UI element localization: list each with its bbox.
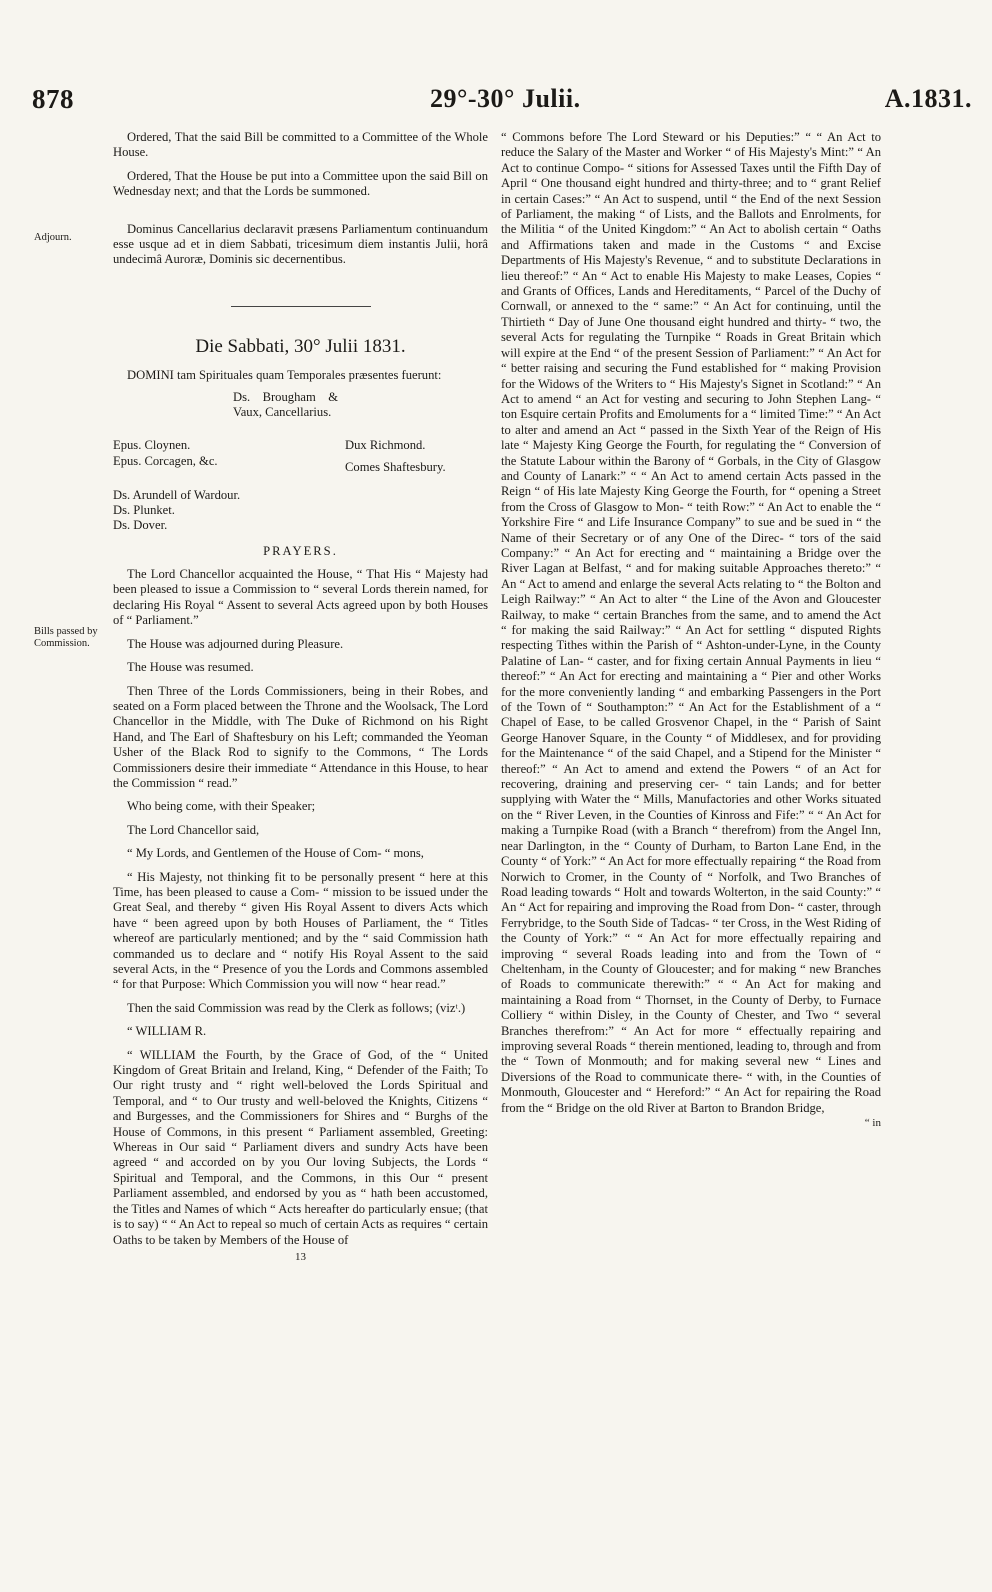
catchword: “ in <box>864 1117 881 1129</box>
page-dates: 29°-30° Julii. <box>430 84 581 113</box>
attendee-epus-cloynen: Epus. Cloynen. <box>113 437 191 452</box>
acts-list-text: “ Commons before The Lord Steward or his Deputies:” “ “ An Act to reduce the Salary of the Master and Worker “ of His Majesty's Mint:” “ An Act to continue Compo- “ sitions for Assessed Taxes until the Fifth Day of April “ One thousand eight hundred and thirty-three; and to “ grant Relief in certain Cases:” “ An Act to suspend, until “ the End of the next Session of Parliament, the making “ of Lists, and the Ballots and Enrolments, for the Militia “ of the United Kingdom:” “ An Act to abolish certain “ Oaths and Affirmations taken and made in the Customs “ and Excise Departments of His Majesty's Revenue, “ and to substitute Declarations in lieu thereof:” “ An “ Act to enable His Majesty to make Leases, Copies “ and Grants of Offices, Lands and Hereditaments, “ Parcel of the Duchy of Cornwall, or annexed to the “ same:” “ An Act for continuing, until the Thirtieth “ Day of June One thousand eight hundred and thirty- “ two, the several Acts for regulating the Turnpike “ Roads in Great Britain which will expire at the End “ of the present Session of Parliament:” “ An Act for “ better raising and securing the Fund established for “ making Provision for the Widows of the Writers to “ His Majesty's Signet in Scotland:” “ An Act to amend “ an Act for vesting and securing to John Stephen Lang- “ ton Esquire certain Profits and Emoluments for a “ limited Time:” “ An Act to alter and amend an Act “ passed in the Sixth Year of the Reign of His late “ Majesty King George the Fourth, for regulating the “ Conversion of the Statute Labour within the Barony of “ Gorbals, in the City of Glasgow and County of Lanark:” “ “ An Act to amend certain Acts passed in the Reign “ of His late Majesty King George the Fourth, for “ opening a Street from the Cross of Glasgow to Mon- “ teith Row:” “ An Act to enable the “ Yorkshire Fire “ and Life Insurance Company” to sue and be sued in “ the Name of their Secretary or of any One of the Direc- “ tors of the said Company:” “ An Act for erecting and “ maintaining a Bridge over the River Lagan at Belfast, “ and for making suitable Approaches thereto:” “ An “ Act to amend and enlarge the several Acts relating to “ the Bolton and Leigh Railway:” “ An Act to alter “ the Line of the Avon and Gloucester Railway, to make “ certain Branches from the same, and to amend the Act “ for making the said Railway:” “ An Act for settling “ disputed Rights respecting Tithes within the Parish of “ Ashton-under-Lyne, in the County Palatine of Lan- “ caster, and for fixing certain Annual Payments in lieu “ thereof:” “ An Act for erecting and maintaining a “ Pier and other Works for the more conveniently landing “ and embarking Passengers in the Port of the Town of “ Southampton:” “ An Act for the Establishment of a “ Chapel of Ease, to be called Grosvenor Chapel, in the “ Parish of Saint George Hanover Square, in the County “ of Middlesex, and for providing for the Maintenance “ of the said Chapel, and a Stipend for the Minister “ thereof:” “ An Act to amend and extend the Powers “ of an Act for recovering, draining and preserving cer- “ tain Lands; and for better supplying with Water the “ Mills, Manufactories and other Works situated on the “ River Leven, in the Counties of Kinross and Fife:” “ “ An Act for making a Turnpike Road (with a Branch “ therefrom) from the Angel Inn, near Darlington, in the “ County of Durham, to Barton Lane End, in the County “ of York:” “ An Act for more effectually repairing “ the Road from Norwich to Cromer, in the County of “ Norfolk, and Two Branches of Road leading towards “ Holt and towards Wolterton, in the said County:” “ An “ Act for repairing and improving the Road from Don- “ caster, through Ferrybridge, to the South Side of Tadcas- “ ter Cross, in the West Riding of the County of York:” “ “ An Act for more effectually repairing and improving “ several Roads leading into and from the Town of “ Cheltenham, in the County of Gloucester; and for making “ new Branches of Roads to communicate therewith:” “ “ An Act for making and maintaining a Road from “ Thornset, in the County of Derby, to Furnace Colliery “ within Disley, in the County of Chester, and Two “ several Branches therefrom:” “ An Act for more “ effectually repairing and improving several Roads “ therein mentioned, leading to, through and from the “ Town of Monmouth; and for making several new “ Lines and Diversions of the Road to communicate there- “ with, in the Counties of Monmouth, Gloucester and “ Hereford:” “ An Act for repairing the Road from the “ Bridge on the old River at Barton to Brandon Bridge, <box>501 130 881 1115</box>
attendee-brougham: Ds. Brougham & Vaux, Cancellarius. <box>233 389 338 420</box>
domini-present: DOMINI tam Spirituales quam Temporales præsentes fuerunt: <box>127 368 442 383</box>
attendee-epus-corcagen: Epus. Corcagen, &c. <box>113 453 218 468</box>
attendee-comes: Comes Shaftesbury. <box>345 459 446 474</box>
commissioners-seated: Then Three of the Lords Commissioners, being in their Robes, and seated on a Form placed between the Throne and the Woolsack, The Lord Chancellor in the Middle, with The Duke of Richmond on his Right Hand, and The Earl of Shaftesbury on his Left; commanded the Yeoman Usher of the Black Rod to signify to the Commons, “ The Lords Commissioners desire their immediate “ Attendance in this House, to hear the Commission “ read.” <box>113 683 488 790</box>
address-body: “ His Majesty, not thinking fit to be personally present “ here at this Time, has been pleased to cause a Com- “ mission to be issued under the Great Seal, and thereby “ given His Royal Assent to divers Acts which have “ been agreed upon by both Houses of Parliament, the “ Titles whereof are particularly mentioned; and by the “ said Commission hath commanded us to declare and “ notify His Royal Assent to the said several Acts, in the “ Presence of you the Lords and Commons assembled “ for that Purpose: Which Commission you will now “ hear read.” <box>113 869 488 992</box>
house-adjourned: The House was adjourned during Pleasure. <box>127 636 344 651</box>
attendee-dux: Dux Richmond. <box>345 437 426 452</box>
attendee-dover: Ds. Dover. <box>113 517 168 532</box>
chancellor-said: The Lord Chancellor said, <box>127 822 260 837</box>
commission-read: Then the said Commission was read by the Clerk as follows; (vizᵗ.) <box>127 1000 466 1015</box>
commons-come: Who being come, with their Speaker; <box>127 799 316 814</box>
margin-note-bills-passed: Bills passed by Commission. <box>34 626 98 649</box>
adjournment-text: Dominus Cancellarius declaravit præsens Parliamentum continuandum esse usque ad et in diem Sabbati, tricesimum diem instantis Julii, horâ undecimâ Auroræ, Dominis sic decernentibus. <box>113 221 488 267</box>
ordered-summoned: Ordered, That the House be put into a Committee upon the said Bill on Wednesday next; and that the Lords be summoned. <box>113 168 488 199</box>
commission-text: “ WILLIAM the Fourth, by the Grace of God, of the “ United Kingdom of Great Britain and Ireland, King, “ Defender of the Faith; To Our right trusty and “ right well-beloved the Lords Spiritual and Temporal, and “ to Our trusty and well-beloved the Knights, Citizens “ and Burgesses, and the Commissioners for Shires and “ Burghs of the House of Commons, in this present “ Parliament assembled, Greeting: Whereas in Our said “ Parliament divers and sundry Acts have been agreed “ and accorded on by you Our loving Subjects, the Lords “ Spiritual and Temporal, and the Commons, in this Our “ present Parliament assembled, and endorsed by you as “ hath been accustomed, the Titles and Names of which “ Acts hereafter do particularly ensue; (that is to say) “ “ An Act to repeal so much of certain Acts as requires “ certain Oaths to be taken by Members of the House of <box>113 1047 488 1247</box>
william-r: “ WILLIAM R. <box>127 1024 207 1039</box>
page-number: 878 <box>32 84 74 114</box>
margin-note-adjourn: Adjourn. <box>34 232 72 243</box>
address-lords-gentlemen: “ My Lords, and Gentlemen of the House of Com- “ mons, <box>127 846 424 861</box>
attendance-list <box>113 384 488 534</box>
attendee-plunket: Ds. Plunket. <box>113 502 175 517</box>
signature-mark: 13 <box>295 1250 306 1263</box>
right-column <box>501 130 881 1131</box>
section-divider <box>231 306 371 307</box>
page-year: A.1831. <box>884 84 972 113</box>
chancellor-acquainted: The Lord Chancellor acquainted the House, “ That His “ Majesty had been pleased to issue a Commission to “ several Lords therein named, for declaring His Royal “ Assent to several Acts agreed upon by both Houses of “ Parliament.” <box>113 567 488 628</box>
attendee-arundell: Ds. Arundell of Wardour. <box>113 487 241 502</box>
house-resumed: The House was resumed. <box>127 660 254 675</box>
day-title: Die Sabbati, 30° Julii 1831. <box>195 335 406 357</box>
prayers-heading: PRAYERS. <box>263 543 338 558</box>
left-column <box>113 130 488 1265</box>
ordered-committee: Ordered, That the said Bill be committed to a Committee of the Whole House. <box>113 130 488 160</box>
